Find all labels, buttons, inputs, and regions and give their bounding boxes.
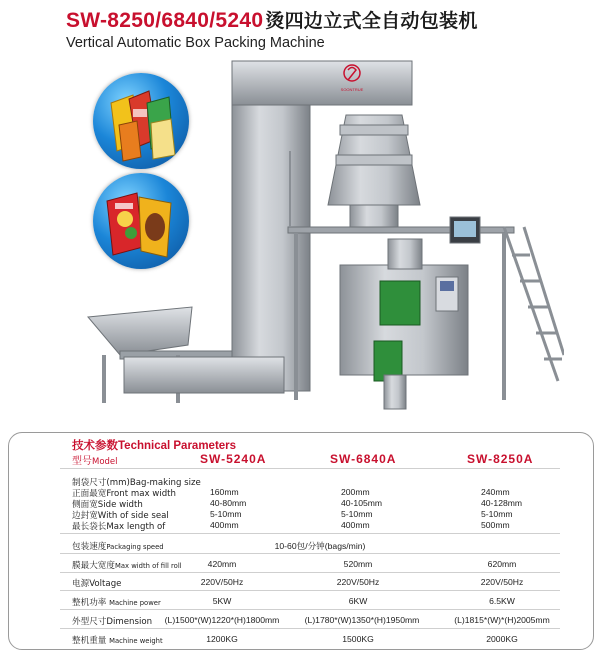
voltage-6840: 220V/50Hz <box>336 577 380 587</box>
front-width-5240: 160mm <box>210 487 239 497</box>
speed-value: 10-60包/分钟(bags/min) <box>274 541 366 551</box>
front-width-8250: 240mm <box>481 487 510 497</box>
voltage-label-en: Voltage <box>89 579 122 589</box>
max-length-8250: 500mm <box>481 520 510 530</box>
max-length-5240: 400mm <box>210 520 239 530</box>
power-label-cn: 整机功率 <box>72 598 107 608</box>
bucket-elevator <box>232 61 310 391</box>
page-subtitle: Vertical Automatic Box Packing Machine <box>66 35 325 51</box>
power-label-en: Machine power <box>109 599 161 607</box>
dimension-8250: (L)1815*(W)*(H)2005mm <box>454 615 550 625</box>
model-label-en: Model <box>92 457 118 467</box>
params-heading <box>72 437 236 453</box>
side-width-5240: 40-80mm <box>210 498 247 508</box>
params-heading-cn: 技术参数 <box>72 438 118 452</box>
model-label-cn: 型号 <box>72 456 92 467</box>
dimension-5240: (L)1500*(W)1220*(H)1800mm <box>164 615 280 625</box>
dimension-label-cn: 外型尺寸 <box>72 617 107 627</box>
power-label <box>72 596 161 608</box>
film-width-6840: 520mm <box>343 559 373 569</box>
model-header-8250: SW-8250A <box>467 452 534 466</box>
dimension-6840: (L)1780*(W)1350*(H)1950mm <box>304 615 420 625</box>
page-title <box>66 6 478 33</box>
model-header-5240: SW-5240A <box>200 452 267 466</box>
divider-4 <box>60 590 560 591</box>
film-width-label <box>72 559 182 571</box>
packing-machine-illustration <box>84 55 564 425</box>
model-label <box>72 452 118 467</box>
weight-8250: 2000KG <box>486 634 518 644</box>
bag-size-title: 制袋尺寸(mm)Bag-making size <box>72 478 201 488</box>
power-6840: 6KW <box>348 596 368 606</box>
side-width-6840: 40-105mm <box>341 498 383 508</box>
divider-2 <box>60 553 560 554</box>
side-seal-8250: 5-10mm <box>481 509 513 519</box>
model-header-6840: SW-6840A <box>330 452 397 466</box>
params-heading-en: Technical Parameters <box>118 440 237 452</box>
logo-text: SOONTRUE <box>340 87 364 92</box>
divider-6 <box>60 628 560 629</box>
film-width-8250: 620mm <box>487 559 517 569</box>
weight-label-cn: 整机重量 <box>72 636 107 646</box>
dimension-label <box>72 615 152 627</box>
film-width-5240: 420mm <box>207 559 237 569</box>
film-width-label-en: Max width of fill roll <box>114 562 182 570</box>
voltage-8250: 220V/50Hz <box>480 577 524 587</box>
feeder-hopper <box>88 307 192 355</box>
side-seal-6840: 5-10mm <box>341 509 373 519</box>
max-length-6840: 400mm <box>341 520 370 530</box>
power-5240: 5KW <box>212 596 232 606</box>
speed-label <box>72 540 164 552</box>
power-8250: 6.5KW <box>489 596 515 606</box>
film-width-label-cn: 膜最大宽度 <box>72 561 115 571</box>
front-width-6840: 200mm <box>341 487 370 497</box>
speed-label-en: Packaging speed <box>106 543 164 551</box>
divider-5 <box>60 609 560 610</box>
header-divider <box>60 468 560 469</box>
side-seal-5240: 5-10mm <box>210 509 242 519</box>
title-chinese: 烫四边立式全自动包装机 <box>265 10 478 32</box>
front-width-label: 正面最宽Front max width <box>72 489 176 499</box>
weight-label-en: Machine weight <box>109 637 163 645</box>
side-width-8250: 40-128mm <box>481 498 523 508</box>
voltage-label <box>72 577 121 589</box>
weight-label <box>72 634 163 646</box>
weight-6840: 1500KG <box>342 634 374 644</box>
divider-3 <box>60 572 560 573</box>
dimension-label-en: Dimension <box>106 617 153 627</box>
speed-label-cn: 包装速度 <box>72 542 107 552</box>
side-width-label: 侧面宽Side width <box>72 500 143 510</box>
access-stairs <box>504 227 564 381</box>
voltage-label-cn: 电源 <box>72 579 90 589</box>
max-length-label: 最长袋长Max length of <box>72 522 166 532</box>
title-model: SW-8250/6840/5240 <box>66 9 264 32</box>
voltage-5240: 220V/50Hz <box>200 577 244 587</box>
weight-5240: 1200KG <box>206 634 238 644</box>
side-seal-label: 边封宽With of side seal <box>72 511 169 521</box>
divider-1 <box>60 533 560 534</box>
